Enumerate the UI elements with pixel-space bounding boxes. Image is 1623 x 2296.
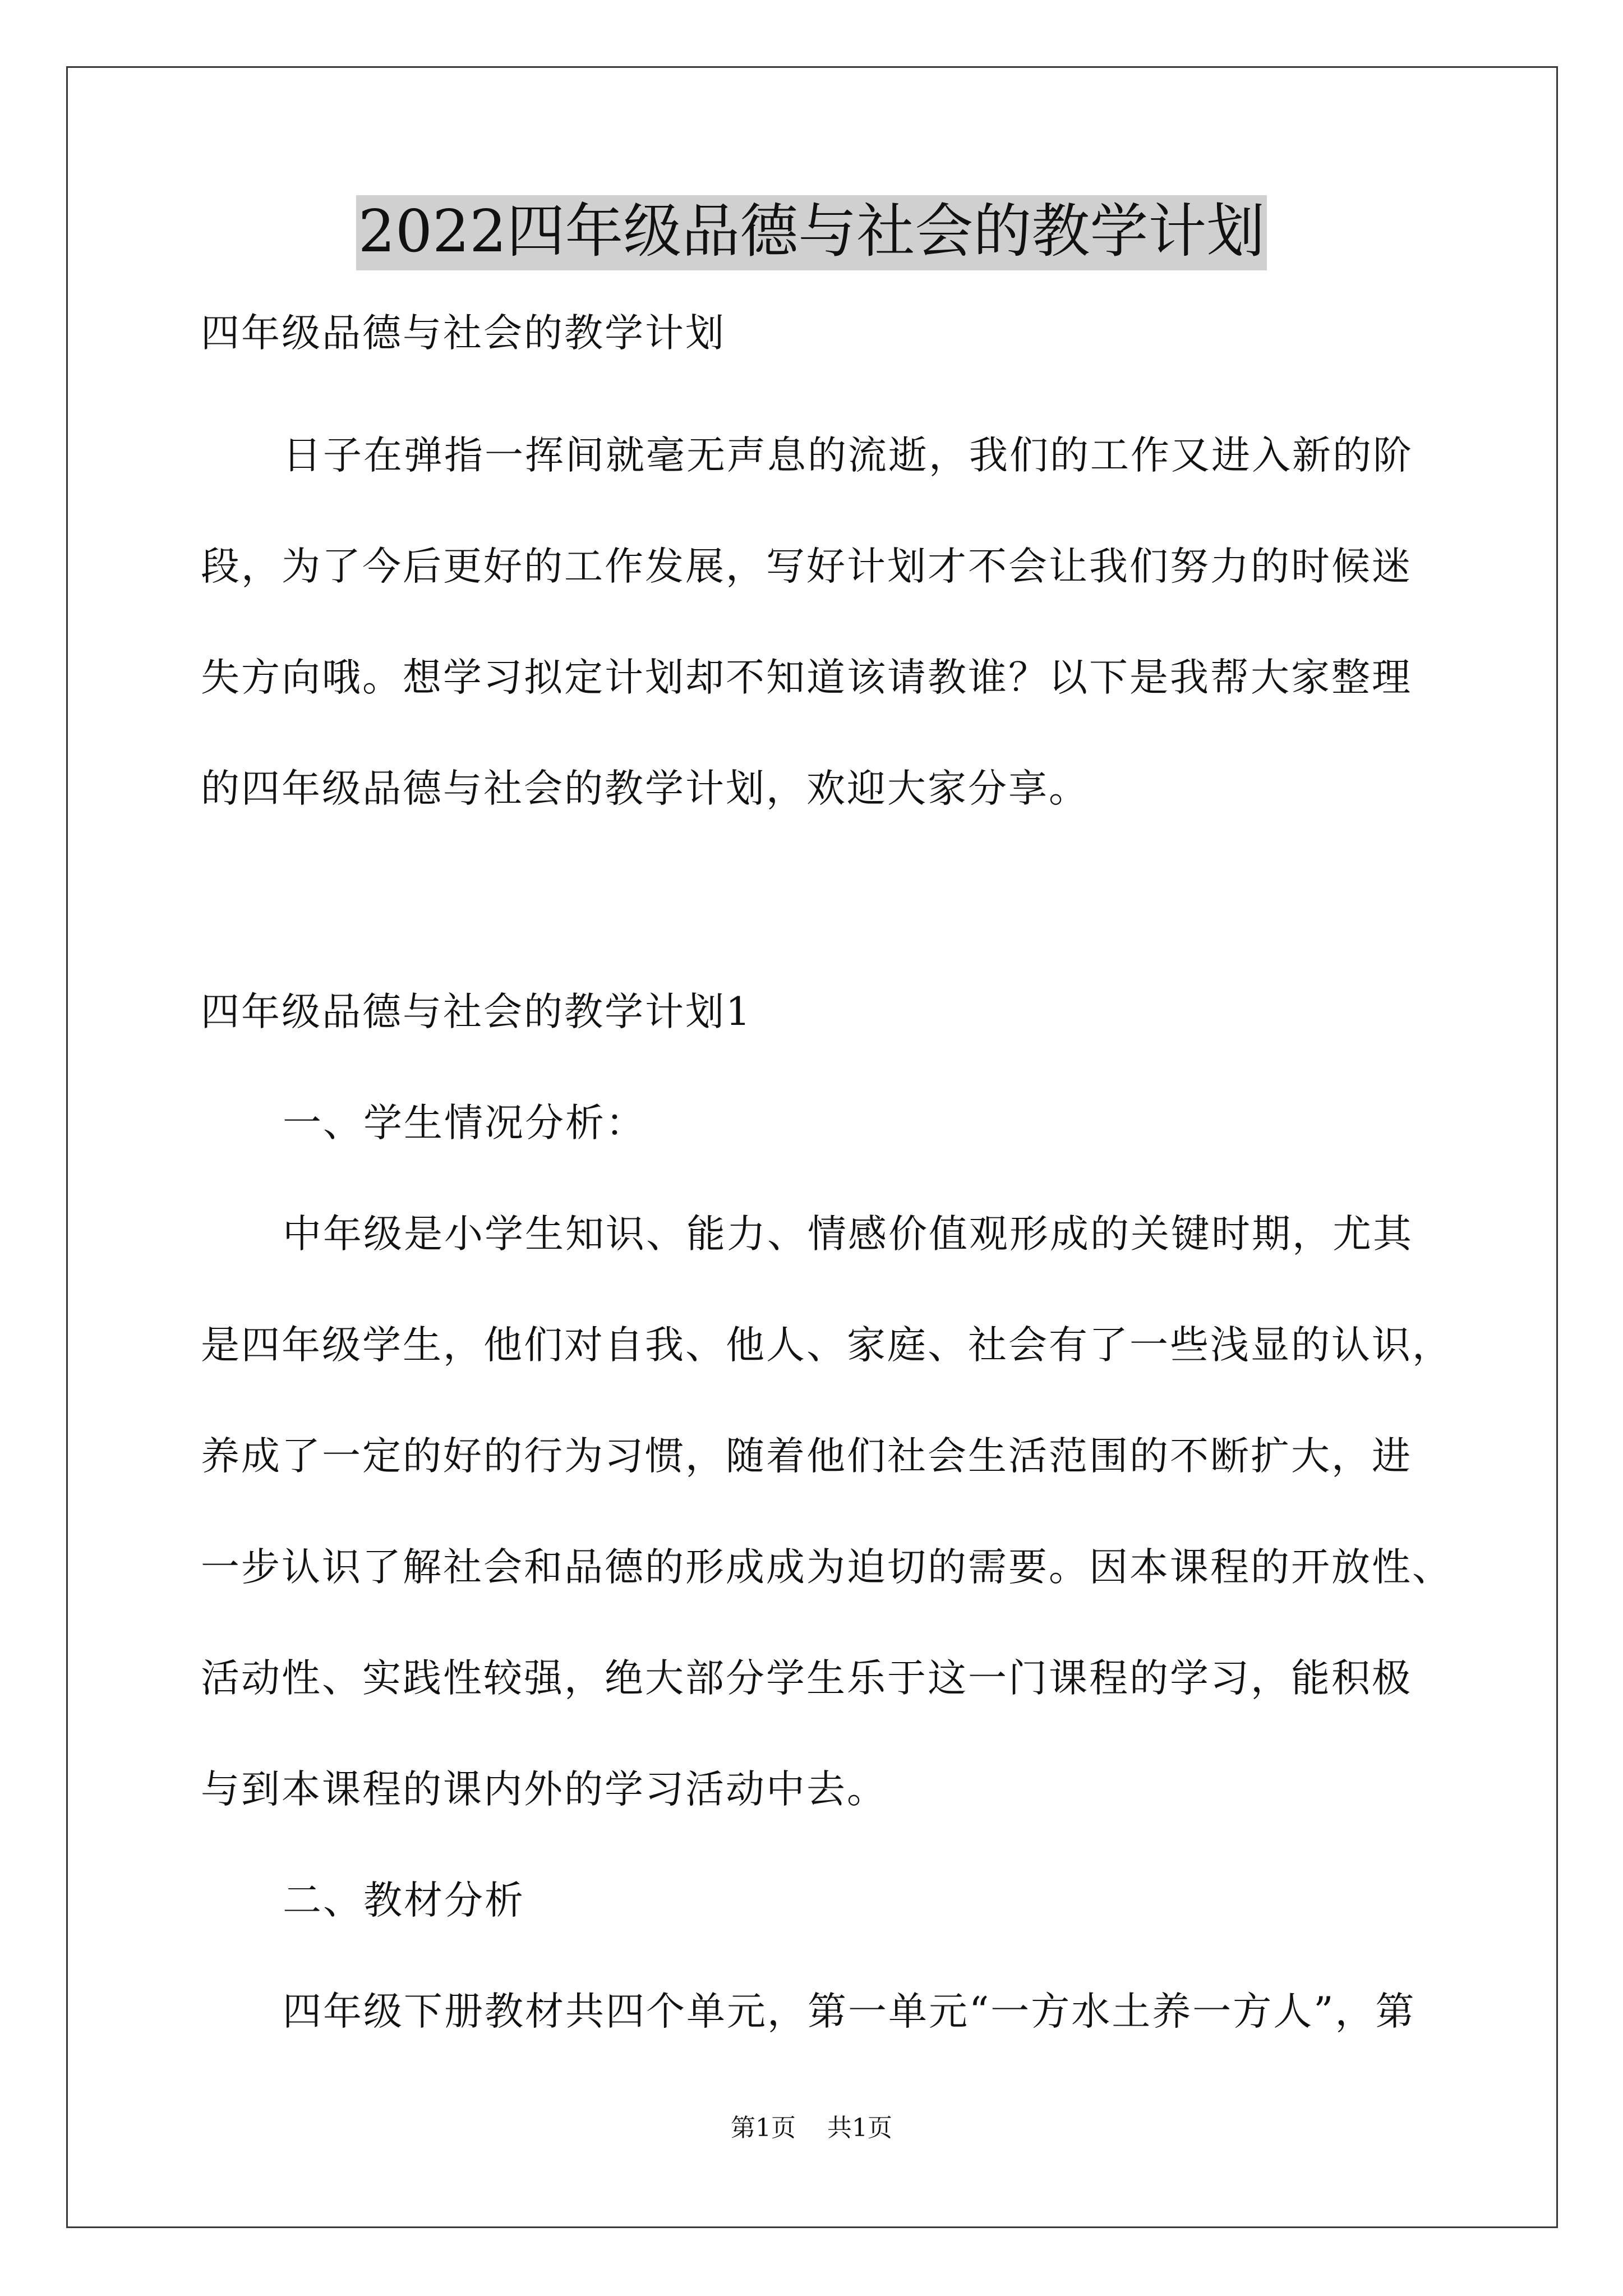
document-title-text: 2022四年级品德与社会的教学计划 — [356, 195, 1267, 270]
intro-line-4: 的四年级品德与社会的教学计划，欢迎大家分享。 — [201, 766, 1089, 811]
doc-subtitle: 四年级品德与社会的教学计划 — [201, 311, 726, 356]
analysis-line-6: 与到本课程的课内外的学习活动中去。 — [201, 1767, 887, 1812]
intro-line-2: 段，为了今后更好的工作发展，写好计划才不会让我们努力的时候迷 — [201, 544, 1412, 589]
analysis-line-4: 一步认识了解社会和品德的形成成为迫切的需要。因本课程的开放性、 — [201, 1545, 1453, 1590]
document-title — [0, 195, 1623, 270]
intro-line-1: 日子在弹指一挥间就毫无声息的流逝，我们的工作又进入新的阶 — [283, 433, 1413, 478]
section-heading-1: 四年级品德与社会的教学计划1 — [201, 990, 752, 1034]
analysis-line-3: 养成了一定的好的行为习惯，随着他们社会生活范围的不断扩大，进 — [201, 1434, 1412, 1479]
subheading-textbook-analysis: 二、教材分析 — [283, 1878, 525, 1923]
analysis-line-2: 是四年级学生，他们对自我、他人、家庭、社会有了一些浅显的认识， — [201, 1323, 1453, 1368]
page-footer — [0, 2116, 1623, 2141]
intro-line-3: 失方向哦。想学习拟定计划却不知道该请教谁？以下是我帮大家整理 — [201, 655, 1412, 700]
analysis-line-5: 活动性、实践性较强，绝大部分学生乐于这一门课程的学习，能积极 — [201, 1656, 1412, 1701]
page-total: 共1页 — [827, 2114, 892, 2142]
page-number: 第1页 — [731, 2114, 796, 2142]
textbook-line-1: 四年级下册教材共四个单元，第一单元“一方水土养一方人”，第 — [283, 1989, 1416, 2034]
analysis-line-1: 中年级是小学生知识、能力、情感价值观形成的关键时期，尤其 — [283, 1212, 1413, 1257]
subheading-student-analysis: 一、学生情况分析： — [283, 1101, 646, 1145]
